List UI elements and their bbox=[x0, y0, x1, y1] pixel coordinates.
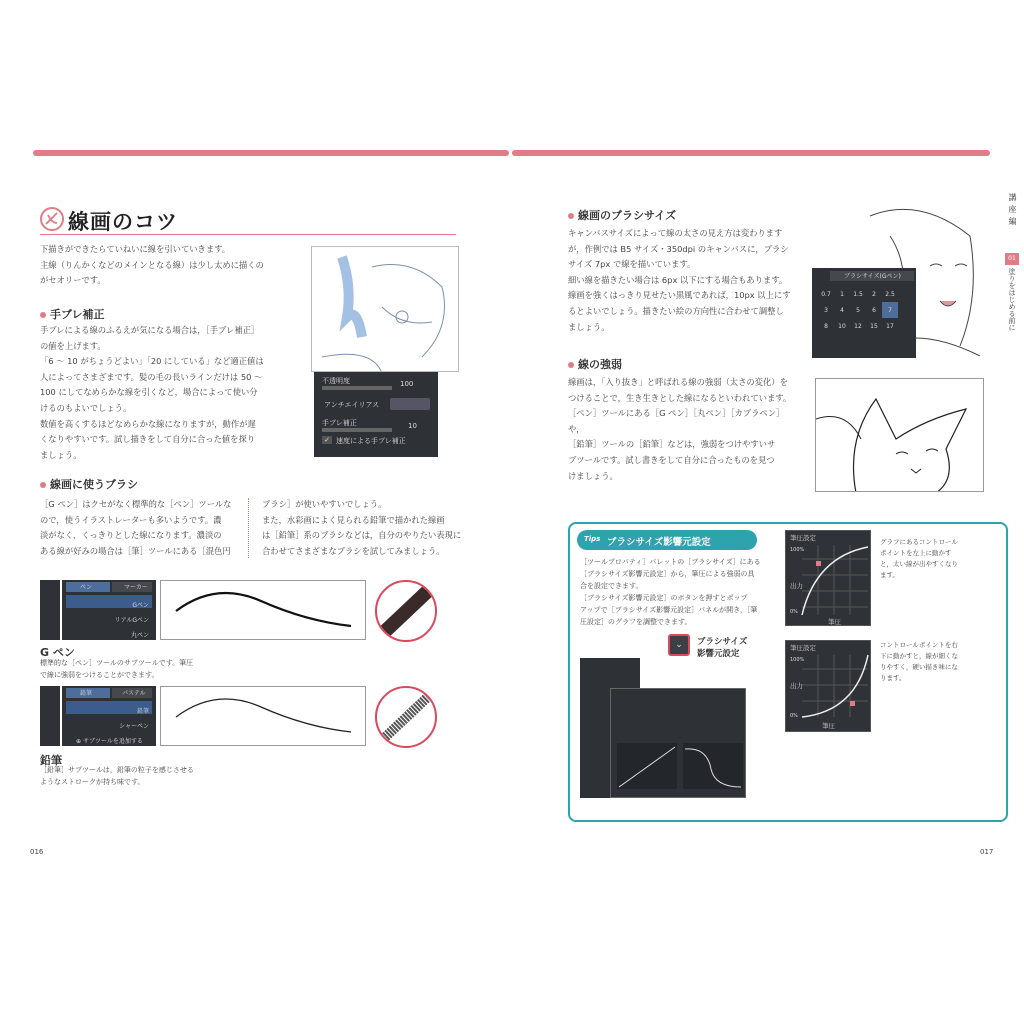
tips-text: ［ツールプロパティ］パレットの［ブラシサイズ］にある ［ブラシサイズ影響元設定］から，筆圧による強弱の具 合を設定できます。 ［ブラシサイズ影響元設定］のボタンを押すとポップ アップで［ブラシサイズ影響元設定］パネルが開き，［筆 圧設定］のグラフを調整できます。 bbox=[580, 558, 761, 626]
size-15[interactable]: 15 bbox=[870, 322, 878, 330]
pressure-graph-1[interactable] bbox=[785, 530, 871, 626]
tab-marker[interactable]: マーカー bbox=[112, 582, 152, 592]
stab-label: 手ブレ補正 bbox=[322, 419, 357, 427]
size-17[interactable]: 17 bbox=[886, 322, 894, 330]
influence-setting-button[interactable]: ⌄ bbox=[668, 634, 690, 656]
callout-label: ブラシサイズ 影響元設定 bbox=[697, 637, 748, 659]
speed-checkbox[interactable]: ✓ bbox=[322, 436, 332, 444]
sketch-image-stab bbox=[311, 246, 459, 372]
graph1-title: 筆圧設定 bbox=[790, 534, 816, 542]
graph2-output: 出力 bbox=[790, 682, 803, 690]
stab-value[interactable]: 10 bbox=[408, 422, 417, 430]
gpen-sample-stroke bbox=[160, 580, 366, 640]
subtool-mechanical-pencil[interactable]: シャーペン bbox=[119, 723, 149, 730]
brushes-text-col2: ブラシ］が使いやすいでしょう。 また，水彩画によく見られる鉛筆で描かれた線画 は［鉛筆］系のブラシなどは，自分のやりたい表現に 合わせてさまざまなブラシを試してみましょう。 bbox=[262, 499, 462, 556]
side-chapter-title: 塗りをはじめる前に bbox=[1008, 268, 1016, 331]
size-6[interactable]: 6 bbox=[872, 306, 876, 314]
title-icon bbox=[40, 207, 64, 231]
pressure-graph-2[interactable] bbox=[785, 640, 871, 732]
size-3[interactable]: 3 bbox=[824, 306, 828, 314]
heading-strength: 線の強弱 bbox=[568, 356, 622, 372]
graph1-pressure: 筆圧 bbox=[828, 618, 841, 626]
opacity-slider[interactable] bbox=[322, 386, 392, 390]
size-1[interactable]: 1 bbox=[840, 290, 844, 298]
pencil-title: 鉛筆 bbox=[40, 754, 62, 767]
brush-size-grid bbox=[818, 286, 898, 334]
page-title: 線画のコツ bbox=[68, 210, 178, 234]
pencil-sample-stroke bbox=[160, 686, 366, 746]
size-7[interactable]: 7 bbox=[882, 302, 898, 318]
tab-pen[interactable]: ペン bbox=[66, 582, 110, 592]
size-2.5[interactable]: 2.5 bbox=[885, 290, 895, 298]
strength-text: 線画は，「入り抜き」と呼ばれる線の強弱（太さの変化）を つけることで，生き生きとした線になるといわれています。 ［ペン］ツールにある［G ペン］［丸ペン］［カブラペン］や， ［鉛筆］ツールの［鉛筆］などは，強弱をつけやすいサ ブツールです。試し書きをして自分に合ったものを見つ けましょう。 bbox=[568, 377, 792, 481]
gpen-zoom bbox=[375, 580, 437, 642]
opacity-value[interactable]: 100 bbox=[400, 380, 414, 388]
graph2-100: 100% bbox=[790, 657, 805, 663]
subtool-real-gpen[interactable]: リアルGペン bbox=[114, 617, 149, 624]
heading-stabilization: 手ブレ補正 bbox=[40, 306, 105, 322]
pencil-subtool-panel bbox=[62, 686, 156, 746]
graph2-title: 筆圧設定 bbox=[790, 644, 816, 652]
graph2-note: コントロールポイントを右 下に動かすと，線が細くな りやすく，硬い描き味にな ります。 bbox=[880, 641, 958, 682]
influence-popup bbox=[610, 688, 746, 798]
brush-size-text: キャンバスサイズによって線の太さの見え方は変わります が，作例では B5 サイズ・350dpi のキャンバスに，ブラシ サイズ 7px で線を描いています。 細い線を描きたい場合は 6px 以下にする場合もあります。 線画を強くはっきり見せたい黒風であれば，10px 以上にす るとよいでしょう。描きたい絵の方向性に合わせて調整し ましょう。 bbox=[568, 228, 791, 332]
graph1-0: 0% bbox=[790, 609, 798, 615]
gpen-subtool-panel bbox=[62, 580, 156, 640]
stabilization-panel bbox=[314, 372, 438, 457]
graph2-0: 0% bbox=[790, 713, 798, 719]
stabilization-text: 手ブレによる線のふるえが気になる場合は，［手ブレ補正］ の値を上げます。 「6 〜 10 がちょうどよい」「20 にしている」など適正値は 人によってさまざまです。髪の毛の長いラインだけは 50 〜 100 にしてなめらかな線を引くなど，場合によって使い分 けるのもよいでしょう。 数値を高くするほどなめらかな線になりますが，動作が遅 くなりやすいです。試し描きをして自分に合った値を探り ましょう。 bbox=[40, 325, 264, 460]
pencil-desc: ［鉛筆］サブツールは，鉛筆の粒子を感じさせる ようなストロークが持ち味です。 bbox=[40, 766, 194, 786]
subtool-pencil[interactable]: 鉛筆 bbox=[66, 701, 152, 714]
subtool-gpen[interactable]: Gペン bbox=[66, 595, 152, 608]
opacity-label: 不透明度 bbox=[322, 377, 350, 385]
sketch-image-cat bbox=[815, 378, 984, 492]
pencil-zoom bbox=[375, 686, 437, 748]
side-chapter-badge: 01 bbox=[1005, 253, 1019, 265]
stab-slider[interactable] bbox=[322, 428, 392, 432]
gpen-toolbar bbox=[40, 580, 60, 640]
size-10[interactable]: 10 bbox=[838, 322, 846, 330]
size-0.7[interactable]: 0.7 bbox=[821, 290, 831, 298]
size-2[interactable]: 2 bbox=[872, 290, 876, 298]
side-label: 講座編 bbox=[1008, 193, 1017, 229]
tips-header: Tips ブラシサイズ影響元設定 bbox=[577, 530, 757, 550]
pencil-toolbar bbox=[40, 686, 60, 746]
page-number-right: 017 bbox=[980, 848, 994, 856]
speed-label: 速度による手ブレ補正 bbox=[336, 437, 406, 445]
brushes-text-col1: ［G ペン］はクセがなく標準的な［ペン］ツールな ので，使うイラストレーターも多いようです。濃 淡がなく，くっきりとした線になります。濃淡の ある線が好みの場合は［筆］ツールにある［混色円 bbox=[40, 499, 232, 556]
graph1-note: グラフにあるコントロール ポイントを左上に動かす と，太い線が出やすくなり ます。 bbox=[880, 538, 958, 579]
heading-brushes: 線画に使うブラシ bbox=[40, 476, 138, 492]
top-rule-left bbox=[33, 150, 509, 156]
column-divider bbox=[248, 498, 249, 558]
tab-pencil[interactable]: 鉛筆 bbox=[66, 688, 110, 698]
intro-text: 下描きができたらていねいに線を引いていきます。 主線（りんかくなどのメインとなる線）は少し太めに描くの がセオリーです。 bbox=[40, 244, 264, 286]
subtool-round-pen[interactable]: 丸ペン bbox=[130, 632, 149, 639]
gpen-desc: 標準的な［ペン］ツールのサブツールです。筆圧 で線に強弱をつけることができます。 bbox=[40, 659, 194, 679]
add-subtool-button[interactable]: ⊕ サブツールを追加する bbox=[76, 738, 143, 745]
brush-size-panel-title: ブラシサイズ(Gペン) bbox=[830, 271, 914, 281]
size-1.5[interactable]: 1.5 bbox=[853, 290, 863, 298]
gpen-title: G ペン bbox=[40, 646, 75, 659]
size-4[interactable]: 4 bbox=[840, 306, 844, 314]
graph2-pressure: 筆圧 bbox=[822, 722, 835, 730]
antialias-label: アンチエイリアス bbox=[324, 401, 380, 409]
title-underline bbox=[40, 234, 456, 235]
brush-size-panel bbox=[812, 268, 916, 358]
graph1-output: 出力 bbox=[790, 582, 803, 590]
heading-brush-size: 線画のブラシサイズ bbox=[568, 207, 676, 223]
antialias-selector[interactable] bbox=[390, 398, 430, 410]
size-12[interactable]: 12 bbox=[854, 322, 862, 330]
graph1-100: 100% bbox=[790, 547, 805, 553]
size-8[interactable]: 8 bbox=[824, 322, 828, 330]
page-number-left: 016 bbox=[30, 848, 44, 856]
top-rule-right bbox=[512, 150, 990, 156]
size-5[interactable]: 5 bbox=[856, 306, 860, 314]
tab-pastel[interactable]: パステル bbox=[112, 688, 152, 698]
